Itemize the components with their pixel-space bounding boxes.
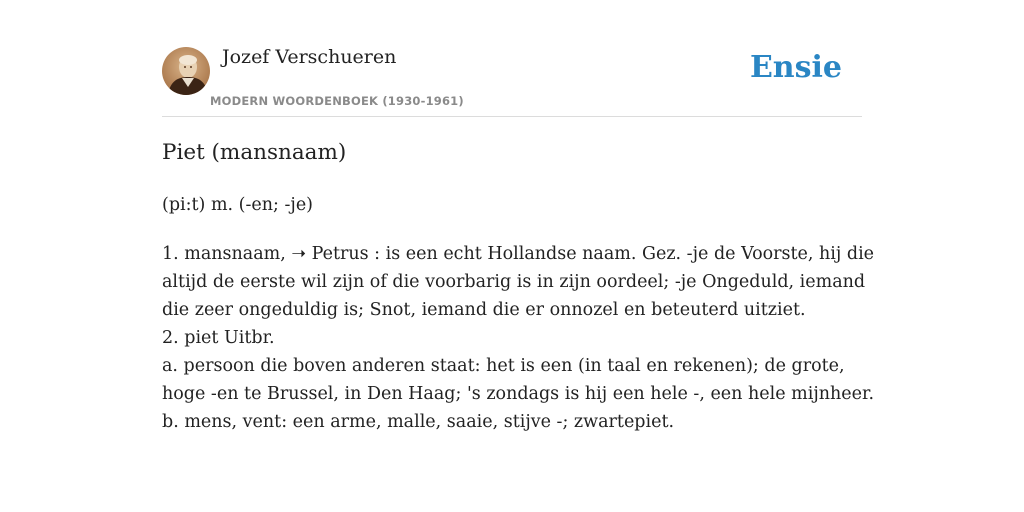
header xyxy=(162,44,862,117)
author-portrait-image xyxy=(162,47,210,95)
author-name[interactable]: Jozef Verschueren xyxy=(222,46,397,68)
definition-line: die zeer ongeduldig is; Snot, iemand die er onnozel en beteuterd uitziet. xyxy=(162,300,806,320)
definition-line: 1. mansnaam, ➝ Petrus : is een echt Hollandse naam. Gez. -je de Voorste, hij die xyxy=(162,244,875,264)
source-dictionary[interactable]: MODERN WOORDENBOEK (1930-1961) xyxy=(210,94,464,108)
definition-line: b. mens, vent: een arme, malle, saaie, stijve -; zwartepiet. xyxy=(162,412,675,432)
definition-line: 2. piet Uitbr. xyxy=(162,328,275,348)
ensie-logo[interactable]: Ensie xyxy=(749,50,842,85)
definition-line: a. persoon die boven anderen staat: het is een (in taal en rekenen); de grote, xyxy=(162,356,845,376)
entry-pronunciation: (pi:t) m. (-en; -je) xyxy=(162,195,314,215)
author-avatar[interactable] xyxy=(162,47,210,95)
definition-line: altijd de eerste wil zijn of die voorbarig is in zijn oordeel; -je Ongeduld, iemand xyxy=(162,272,866,292)
entry-definition xyxy=(162,240,875,436)
definition-line: hoge -en te Brussel, in Den Haag; 's zondags is hij een hele -, een hele mijnheer. xyxy=(162,384,875,404)
entry-title: Piet (mansnaam) xyxy=(162,140,347,165)
